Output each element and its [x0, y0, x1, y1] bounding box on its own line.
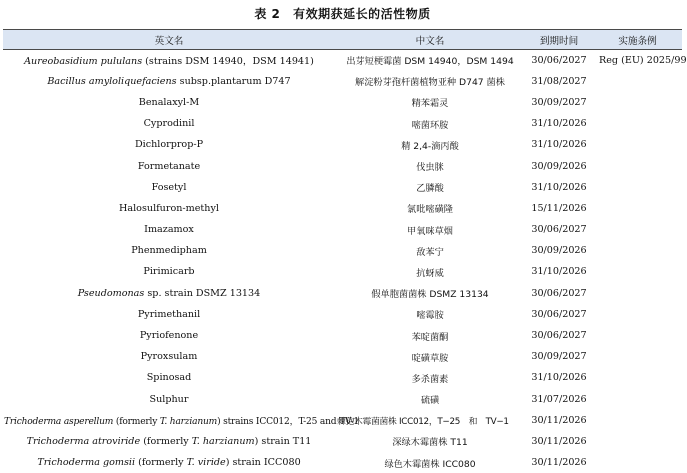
english-name-cell: [3, 367, 335, 388]
chinese-name-cell: 抗蚜威: [335, 261, 525, 282]
name-text: (formerly: [140, 436, 192, 447]
scientific-name-text: Bacillus amyloliquefaciens: [47, 76, 176, 87]
english-name-cell: [3, 219, 335, 240]
english-name-cell: [3, 155, 335, 176]
name-text: Fosetyl: [152, 182, 187, 193]
chinese-name-cell: 解淀粉芽孢杆菌植物亚种 D747 菌株: [335, 71, 525, 92]
table-row: [3, 389, 682, 410]
english-name-cell: [3, 452, 335, 473]
table-row: [3, 177, 682, 198]
name-text: Spinosad: [147, 372, 192, 383]
chinese-name-cell: 出芽短梗霉菌 DSM 14940，DSM 1494: [335, 50, 525, 71]
table-row: [3, 367, 682, 388]
name-text: Imazamox: [144, 224, 194, 235]
chinese-name-cell: 甲氧咪草烟: [335, 219, 525, 240]
name-text: Benalaxyl-M: [139, 97, 199, 108]
chinese-name-cell: 绿色木霉菌株 ICC080: [335, 452, 525, 473]
name-text: Phenmedipham: [131, 245, 207, 256]
expiry-date-cell: 30/09/2027: [525, 92, 593, 113]
header-english-name: 英文名: [3, 30, 335, 50]
regulation-cell: Reg (EU) 2025/99: [593, 50, 682, 473]
name-text: ) strain ICC080: [226, 457, 301, 468]
header-chinese-name: 中文名: [335, 30, 525, 50]
english-name-cell: [3, 92, 335, 113]
expiry-date-cell: 30/09/2026: [525, 240, 593, 261]
expiry-date-cell: 31/10/2026: [525, 261, 593, 282]
expiry-date-cell: 31/10/2026: [525, 367, 593, 388]
name-text: Cyprodinil: [144, 118, 195, 129]
name-text: Formetanate: [138, 161, 200, 172]
name-text: Pyroxsulam: [141, 351, 198, 362]
chinese-name-cell: 棘孢木霉菌菌株 ICC012，T−25 和 TV−1: [335, 410, 525, 431]
name-text: (formerly: [135, 457, 187, 468]
chinese-name-cell: 硫磺: [335, 389, 525, 410]
expiry-date-cell: 30/06/2027: [525, 304, 593, 325]
name-text: (strains DSM 14940，DSM 14941): [142, 56, 314, 67]
chinese-name-cell: 敌苯宁: [335, 240, 525, 261]
active-substances-table: [3, 29, 682, 473]
name-text: sp. strain DSMZ 13134: [144, 288, 260, 299]
expiry-date-cell: 30/06/2027: [525, 219, 593, 240]
expiry-date-cell: 30/11/2026: [525, 452, 593, 473]
name-text: Halosulfuron-methyl: [119, 203, 219, 214]
table-row: [3, 92, 682, 113]
name-text: Pyrimethanil: [138, 309, 200, 320]
expiry-date-cell: 30/06/2027: [525, 325, 593, 346]
chinese-name-cell: 苯啶菌酮: [335, 325, 525, 346]
name-text: ) strains ICC012，T-25 and TV-1: [217, 417, 359, 427]
name-text: subsp.plantarum D747: [177, 76, 291, 87]
name-text: Dichlorprop-P: [135, 139, 203, 150]
table-header: [3, 30, 682, 50]
chinese-name-cell: 假单胞菌菌株 DSMZ 13134: [335, 283, 525, 304]
expiry-date-cell: 31/10/2026: [525, 113, 593, 134]
header-expiry-date: 到期时间: [525, 30, 593, 50]
table-row: [3, 198, 682, 219]
chinese-name-cell: 氯吡嘧磺隆: [335, 198, 525, 219]
table-title: 有效期获延长的活性物质: [293, 7, 431, 21]
expiry-date-cell: 30/11/2026: [525, 431, 593, 452]
chinese-name-cell: 精苯霜灵: [335, 92, 525, 113]
scientific-name-text: T. harzianum: [160, 417, 217, 427]
chinese-name-cell: 乙膦酸: [335, 177, 525, 198]
table-row: [3, 261, 682, 282]
expiry-date-cell: 30/11/2026: [525, 410, 593, 431]
chinese-name-cell: 嘧菌环胺: [335, 113, 525, 134]
chinese-name-cell: 啶磺草胺: [335, 346, 525, 367]
expiry-date-cell: 31/10/2026: [525, 177, 593, 198]
english-name-cell: [3, 389, 335, 410]
table-body: [3, 50, 682, 473]
table-row: [3, 113, 682, 134]
scientific-name-text: T. harzianum: [192, 436, 255, 447]
table-row: [3, 410, 682, 431]
name-text: (formerly: [113, 417, 160, 427]
table-row: [3, 71, 682, 92]
name-text: Pyriofenone: [140, 330, 198, 341]
english-name-cell: [3, 261, 335, 282]
name-text: Sulphur: [150, 394, 189, 405]
chinese-name-cell: 精 2,4-滴丙酸: [335, 134, 525, 155]
expiry-date-cell: 31/10/2026: [525, 134, 593, 155]
expiry-date-cell: 30/06/2027: [525, 283, 593, 304]
name-text: Pirimicarb: [143, 266, 194, 277]
english-name-cell: [3, 304, 335, 325]
english-name-cell: [3, 134, 335, 155]
table-number: 表 2: [254, 7, 280, 21]
table-row: [3, 346, 682, 367]
table-row: [3, 283, 682, 304]
table-row: [3, 155, 682, 176]
expiry-date-cell: 15/11/2026: [525, 198, 593, 219]
table-row: [3, 304, 682, 325]
table-row: [3, 431, 682, 452]
english-name-cell: [3, 71, 335, 92]
expiry-date-cell: 30/09/2027: [525, 346, 593, 367]
scientific-name-text: Trichoderma atroviride: [27, 436, 141, 447]
english-name-cell: [3, 346, 335, 367]
table-row: [3, 240, 682, 261]
table-caption: [0, 4, 685, 24]
expiry-date-cell: 31/07/2026: [525, 389, 593, 410]
english-name-cell: [3, 198, 335, 219]
chinese-name-cell: 伐虫脒: [335, 155, 525, 176]
scientific-name-text: Aureobasidium pululans: [24, 56, 142, 67]
scientific-name-text: Trichoderma asperellum: [4, 417, 113, 427]
english-name-cell: [3, 240, 335, 261]
scientific-name-text: Pseudomonas: [78, 288, 145, 299]
name-text: ) strain T11: [255, 436, 312, 447]
chinese-name-cell: 嘧霉胺: [335, 304, 525, 325]
table-row: [3, 50, 682, 71]
expiry-date-cell: 30/06/2027: [525, 50, 593, 71]
english-name-cell: [3, 283, 335, 304]
chinese-name-cell: 多杀菌素: [335, 367, 525, 388]
table-row: [3, 452, 682, 473]
expiry-date-cell: 30/09/2026: [525, 155, 593, 176]
english-name-cell: [3, 431, 335, 452]
english-name-cell: [3, 325, 335, 346]
table-row: [3, 219, 682, 240]
english-name-cell: [3, 50, 335, 71]
chinese-name-cell: 深绿木霉菌株 T11: [335, 431, 525, 452]
scientific-name-text: Trichoderma gomsii: [37, 457, 135, 468]
english-name-cell: [3, 410, 335, 431]
expiry-date-cell: 31/08/2027: [525, 71, 593, 92]
table-row: [3, 325, 682, 346]
english-name-cell: [3, 113, 335, 134]
header-row: [3, 30, 682, 50]
scientific-name-text: T. viride: [187, 457, 226, 468]
header-regulation: 实施条例: [593, 30, 682, 50]
table-row: [3, 134, 682, 155]
english-name-cell: [3, 177, 335, 198]
